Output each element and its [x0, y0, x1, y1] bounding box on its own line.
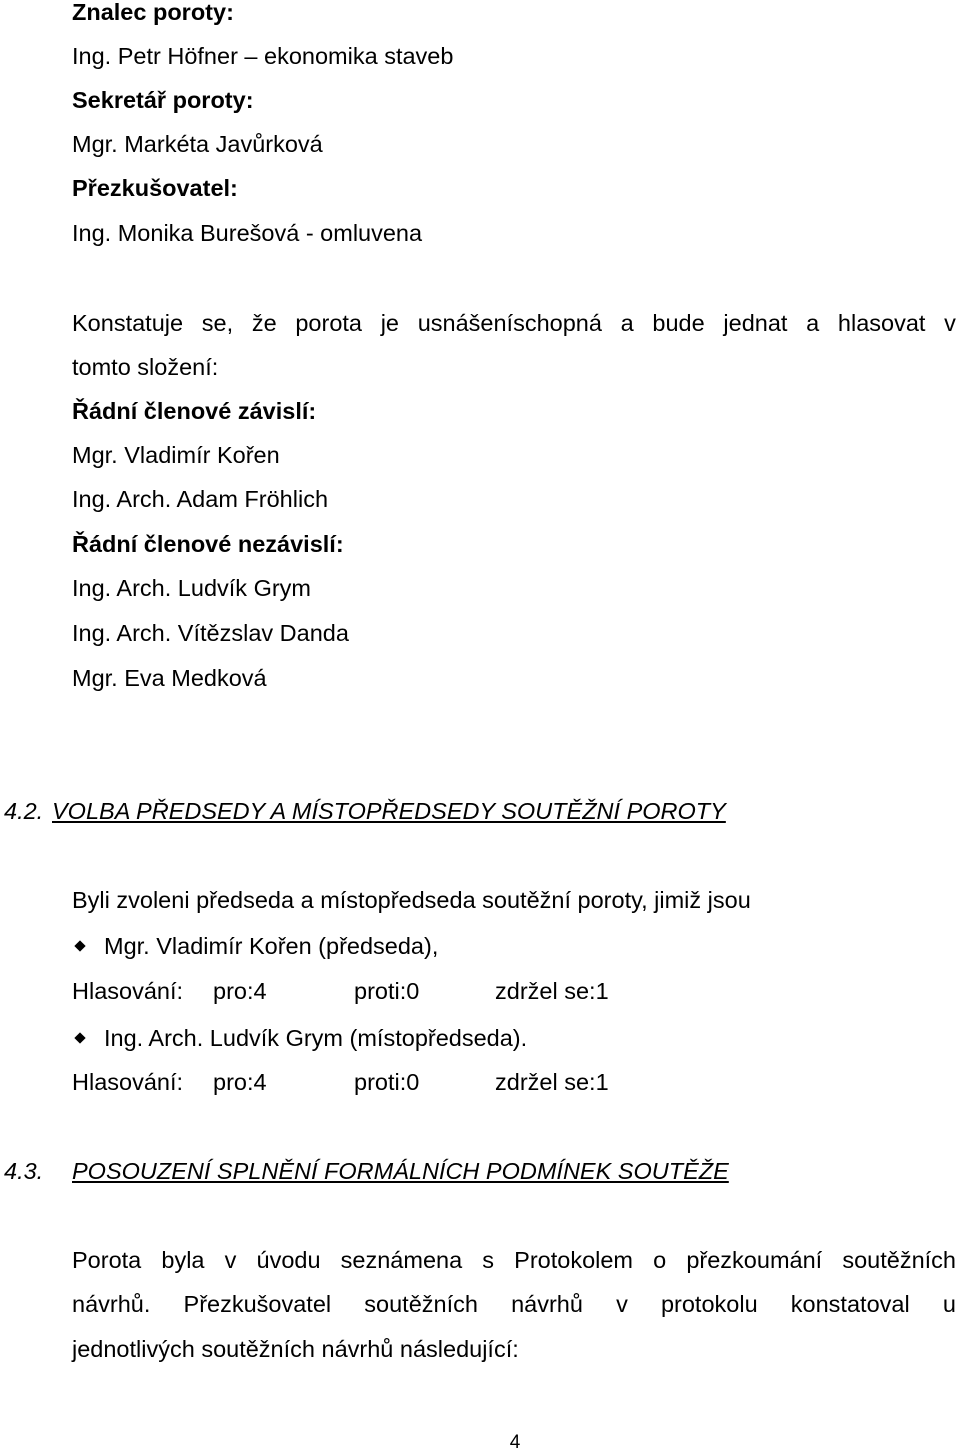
- section-title: VOLBA PŘEDSEDY A MÍSTOPŘEDSEDY SOUTĚŽNÍ POROTY: [52, 798, 726, 824]
- quorum-line-1: [72, 309, 956, 337]
- word: v: [224, 1247, 237, 1273]
- word: že: [251, 310, 277, 336]
- word: jednat: [723, 310, 788, 336]
- word: o: [653, 1247, 667, 1273]
- vote-against: proti:0: [354, 1069, 420, 1095]
- word: návrhů.: [72, 1291, 151, 1317]
- protocol-line-3: jednotlivých soutěžních návrhů následující:: [72, 1336, 519, 1362]
- word: a: [806, 310, 820, 336]
- section-4-3-heading: [4, 1157, 729, 1185]
- election-item: [72, 1024, 527, 1052]
- quorum-line-2: tomto složení:: [72, 354, 219, 380]
- secretary-label: Sekretář poroty:: [72, 87, 254, 113]
- secretary-name: Mgr. Markéta Javůrková: [72, 131, 323, 157]
- protocol-line-2: [72, 1290, 956, 1318]
- word: Protokolem: [514, 1247, 634, 1273]
- word: Konstatuje: [72, 310, 184, 336]
- vote-pro: pro:4: [213, 978, 267, 1004]
- independent-members-label: Řádní členové nezávislí:: [72, 531, 344, 557]
- word: soutěžních: [364, 1291, 478, 1317]
- vote-against: proti:0: [354, 978, 420, 1004]
- diamond-bullet-icon: [74, 1033, 85, 1044]
- section-4-2-heading: [4, 797, 726, 825]
- word: protokolu: [660, 1291, 758, 1317]
- independent-member: Ing. Arch. Vítězslav Danda: [72, 620, 349, 646]
- vote-abstain: zdržel se:1: [495, 1069, 609, 1095]
- diamond-bullet-icon: [74, 941, 85, 952]
- expert-label: Znalec poroty:: [72, 0, 234, 25]
- vote-pro: pro:4: [213, 1069, 267, 1095]
- page-number: 4: [509, 1432, 521, 1453]
- word: se,: [201, 310, 234, 336]
- examiner-name: Ing. Monika Burešová - omluvena: [72, 220, 423, 246]
- word: v: [616, 1291, 628, 1317]
- vote-result: [72, 1068, 609, 1096]
- word: Přezkušovatel: [183, 1291, 332, 1317]
- word: byla: [161, 1247, 205, 1273]
- word: úvodu: [256, 1247, 321, 1273]
- word: hlasovat: [837, 310, 926, 336]
- vote-label: Hlasování:: [72, 1069, 184, 1095]
- examiner-label: Přezkušovatel:: [72, 175, 238, 201]
- word: a: [620, 310, 634, 336]
- word: návrhů: [511, 1291, 583, 1317]
- word: u: [942, 1291, 956, 1317]
- independent-member: Mgr. Eva Medková: [72, 665, 267, 691]
- dependent-member: Ing. Arch. Adam Fröhlich: [72, 486, 329, 512]
- dependent-members-label: Řádní členové závislí:: [72, 398, 317, 424]
- word: konstatoval: [790, 1291, 910, 1317]
- word: seznámena: [340, 1247, 463, 1273]
- section-title: POSOUZENÍ SPLNĚNÍ FORMÁLNÍCH PODMÍNEK SOUTĚŽE: [72, 1158, 729, 1184]
- word: přezkoumání: [686, 1247, 823, 1273]
- word: Porota: [72, 1247, 142, 1273]
- word: porota: [295, 310, 362, 336]
- elected-name: Mgr. Vladimír Kořen (předseda),: [104, 933, 439, 959]
- vote-abstain: zdržel se:1: [495, 978, 609, 1004]
- word: bude: [652, 310, 705, 336]
- election-intro: Byli zvoleni předseda a místopředseda soutěžní poroty, jimiž jsou: [72, 887, 751, 913]
- election-item: [72, 932, 438, 960]
- expert-name: Ing. Petr Höfner – ekonomika staveb: [72, 43, 454, 69]
- word: soutěžních: [842, 1247, 956, 1273]
- word: je: [380, 310, 399, 336]
- section-number: 4.3.: [4, 1158, 44, 1184]
- dependent-member: Mgr. Vladimír Kořen: [72, 442, 280, 468]
- word: v: [944, 310, 956, 336]
- protocol-line-1: [72, 1246, 956, 1274]
- word: s: [482, 1247, 495, 1273]
- vote-label: Hlasování:: [72, 978, 184, 1004]
- elected-name: Ing. Arch. Ludvík Grym (místopředseda).: [104, 1025, 528, 1051]
- word: usnášeníschopná: [417, 310, 602, 336]
- section-number: 4.2.: [4, 798, 44, 824]
- vote-result: [72, 977, 609, 1005]
- independent-member: Ing. Arch. Ludvík Grym: [72, 575, 312, 601]
